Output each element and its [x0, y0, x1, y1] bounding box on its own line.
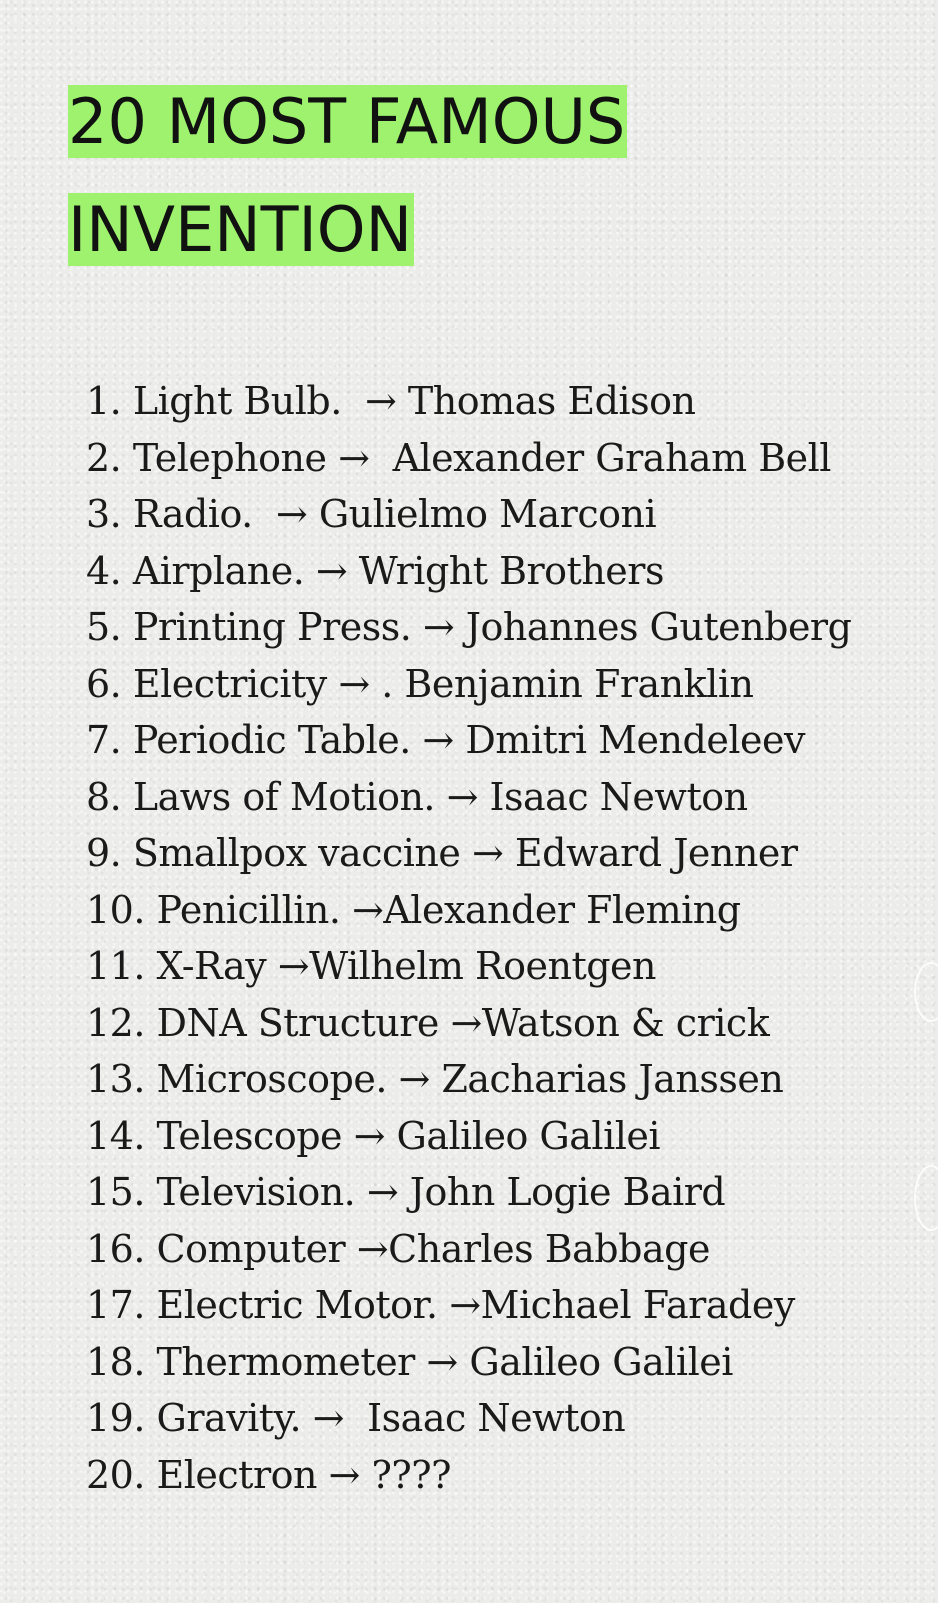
- list-item: 4. Airplane. → Wright Brothers: [86, 548, 664, 593]
- list-item: 18. Thermometer → Galileo Galilei: [86, 1339, 733, 1384]
- list-item: 19. Gravity. → Isaac Newton: [86, 1396, 626, 1440]
- list-item: 7. Periodic Table. → Dmitri Mendeleev: [86, 718, 805, 762]
- list-item: 10. Penicillin. →Alexander Fleming: [86, 887, 741, 932]
- list-item: 2. Telephone → Alexander Graham Bell: [86, 435, 831, 480]
- page-title-line-1: [68, 86, 627, 158]
- list-item: 12. DNA Structure →Watson & crick: [86, 1000, 770, 1045]
- list-item: 1. Light Bulb. → Thomas Edison: [86, 379, 696, 423]
- list-item: 16. Computer →Charles Babbage: [86, 1226, 710, 1271]
- watermark-ring-top: [914, 962, 938, 1022]
- title-block: [68, 86, 627, 266]
- list-item: 15. Television. → John Logie Baird: [86, 1170, 726, 1214]
- list-item: 5. Printing Press. → Johannes Gutenberg: [86, 605, 852, 649]
- title-highlight-2: INVENTION: [68, 193, 412, 266]
- list-item: 8. Laws of Motion. → Isaac Newton: [86, 774, 748, 819]
- list-item: 20. Electron → ????: [86, 1452, 451, 1497]
- list-item: 6. Electricity → . Benjamin Franklin: [86, 661, 754, 706]
- invention-list: [86, 373, 851, 1503]
- list-item: 11. X-Ray →Wilhelm Roentgen: [86, 944, 657, 988]
- page-title-line-2: [68, 194, 627, 266]
- list-item: 9. Smallpox vaccine → Edward Jenner: [86, 831, 798, 875]
- list-item: 14. Telescope → Galileo Galilei: [86, 1113, 661, 1158]
- watermark-ring-bottom: [914, 1165, 938, 1231]
- list-item: 17. Electric Motor. →Michael Faradey: [86, 1283, 795, 1327]
- list-item: 3. Radio. → Gulielmo Marconi: [86, 492, 657, 536]
- list-item: 13. Microscope. → Zacharias Janssen: [86, 1057, 784, 1101]
- title-highlight-1: 20 MOST FAMOUS: [68, 85, 626, 158]
